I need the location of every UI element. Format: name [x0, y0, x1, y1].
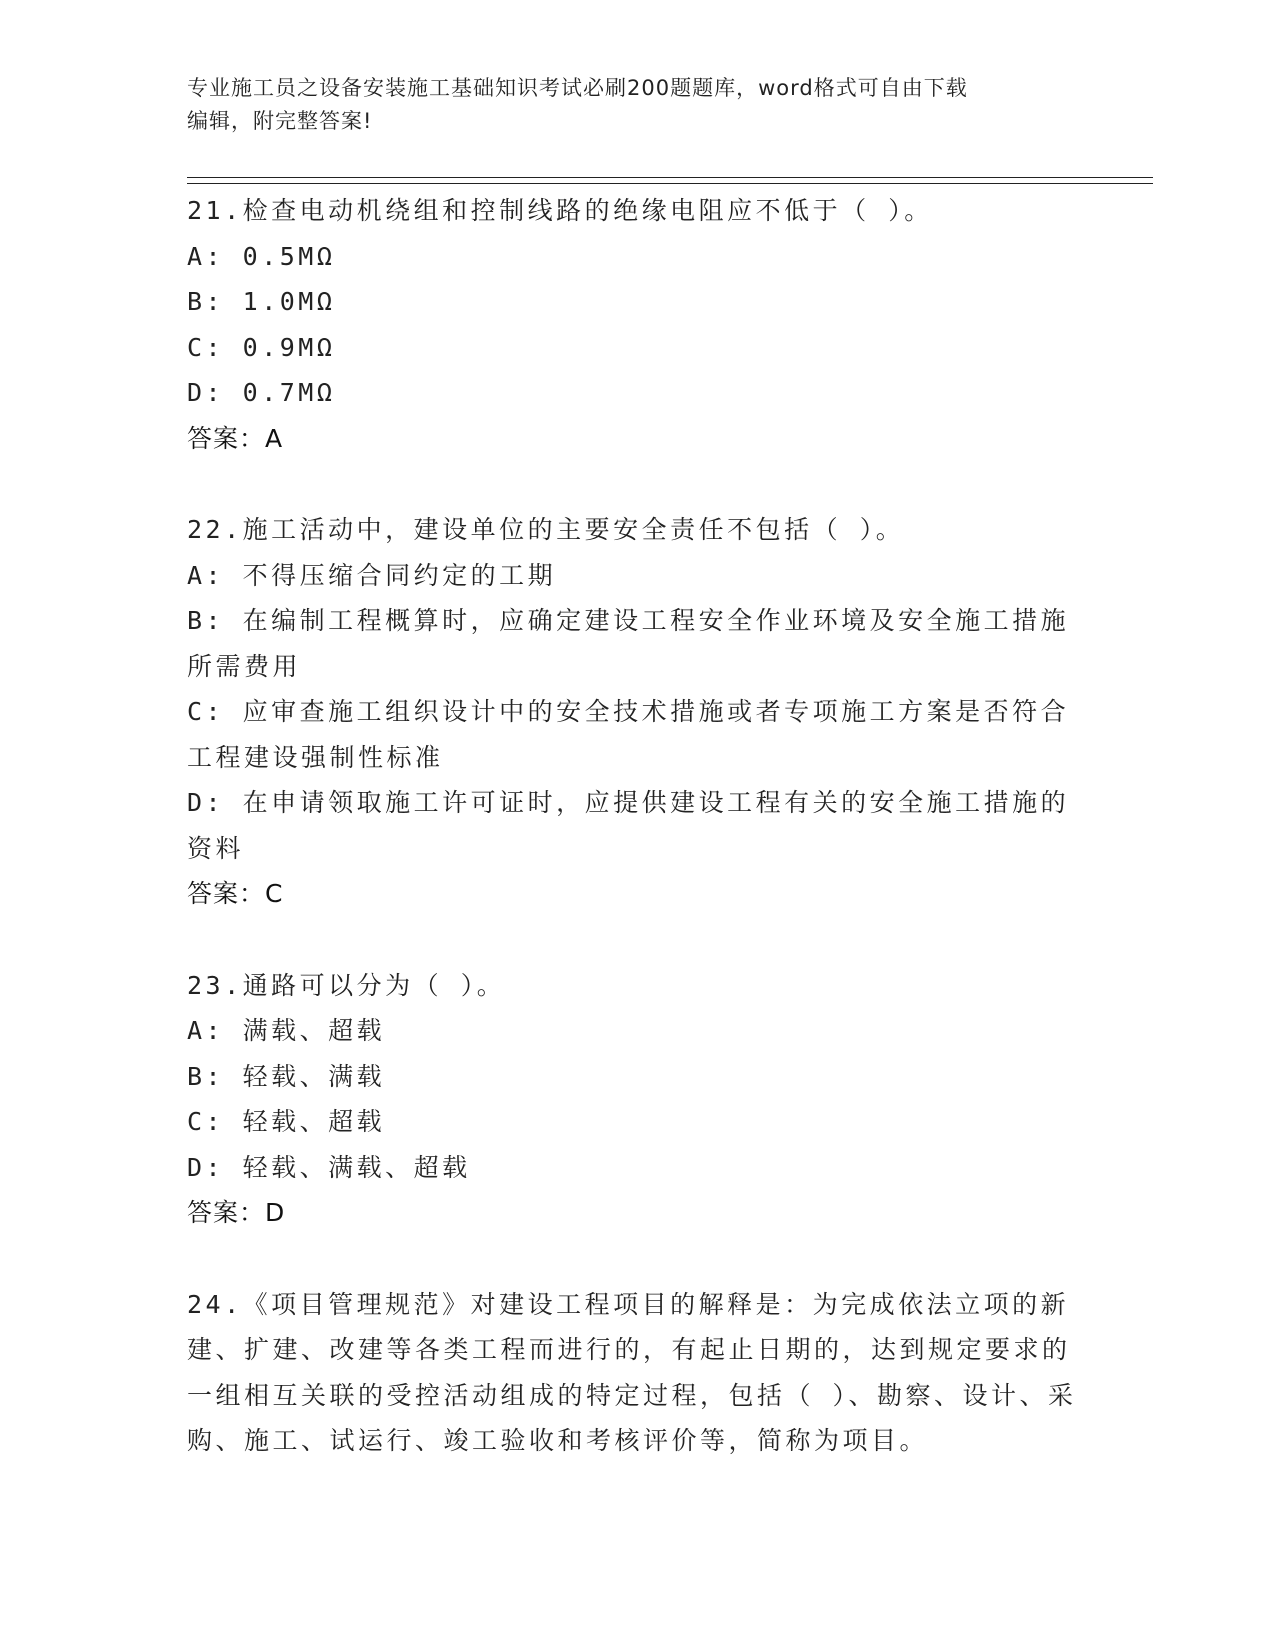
- question-stem: 24.《项目管理规范》对建设工程项目的解释是：为完成依法立项的新建、扩建、改建等各类工程而进行的，有起止日期的，达到规定要求的一组相互关联的受控活动组成的特定过程，包括（ ）、勘察、设计、采购、施工、试运行、竣工验收和考核评价等，简称为项目。: [187, 1289, 1077, 1455]
- header-rule-top: [187, 177, 1153, 178]
- question-list: [187, 188, 1077, 1510]
- document-header: [187, 72, 1077, 138]
- option-b: B: 在编制工程概算时，应确定建设工程安全作业环境及安全施工措施所需费用: [187, 606, 1070, 681]
- answer-label: 答案：D: [187, 1198, 286, 1227]
- option-a: A: 0.5MΩ: [187, 241, 336, 271]
- option-b: B: 1.0MΩ: [187, 287, 336, 316]
- question-stem: 22.施工活动中，建设单位的主要安全责任不包括（ ）。: [187, 515, 905, 544]
- question-21: [187, 188, 1077, 461]
- answer-label: 答案：C: [187, 879, 284, 908]
- option-c: C: 0.9MΩ: [187, 332, 336, 362]
- answer-label: 答案：A: [187, 423, 284, 453]
- option-d: D: 轻载、满载、超载: [187, 1152, 471, 1182]
- question-stem: 21.检查电动机绕组和控制线路的绝缘电阻应不低于（ ）。: [187, 196, 933, 225]
- option-d: D: 0.7MΩ: [187, 378, 336, 407]
- option-d: D: 在申请领取施工许可证时，应提供建设工程有关的安全施工措施的资料: [187, 788, 1070, 863]
- header-rule-bottom: [187, 183, 1153, 184]
- question-24: [187, 1282, 1077, 1464]
- option-a: A: 不得压缩合同约定的工期: [187, 560, 557, 590]
- header-line-2: 编辑，附完整答案!: [187, 109, 373, 133]
- question-22: [187, 507, 1077, 917]
- option-a: A: 满载、超载: [187, 1016, 386, 1045]
- option-c: C: 应审查施工组织设计中的安全技术措施或者专项施工方案是否符合工程建设强制性标准: [187, 697, 1070, 772]
- question-stem: 23.通路可以分为（ ）。: [187, 970, 506, 1000]
- header-line-1: 专业施工员之设备安装施工基础知识考试必刷200题题库，word格式可自由下载: [187, 76, 968, 100]
- option-b: B: 轻载、满载: [187, 1061, 386, 1091]
- option-c: C: 轻载、超载: [187, 1107, 386, 1136]
- question-23: [187, 963, 1077, 1236]
